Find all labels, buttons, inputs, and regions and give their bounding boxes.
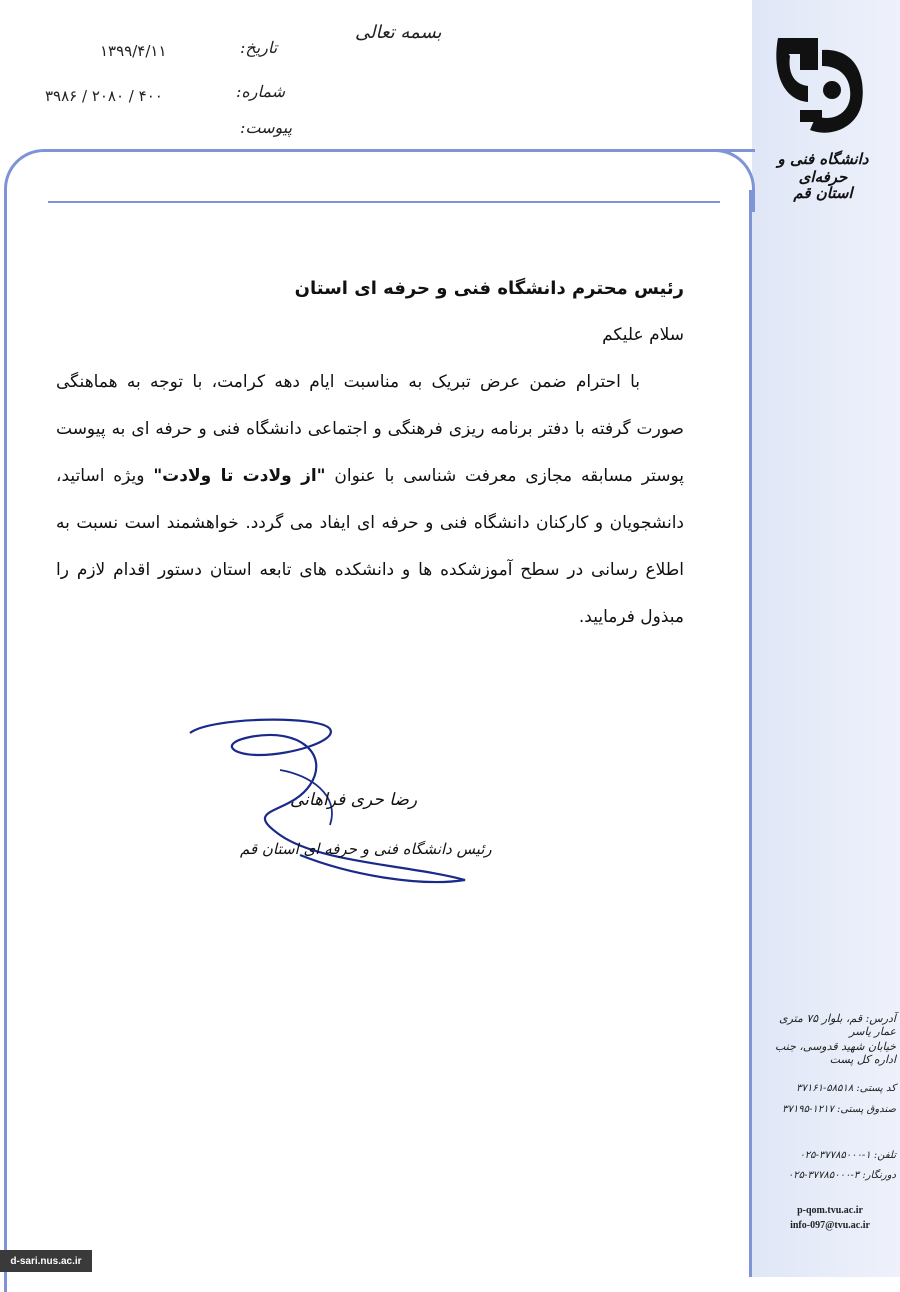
letter-salutation: سلام علیکم (602, 325, 684, 345)
bismillah-heading: بسمه تعالی (355, 22, 442, 43)
attachment-label: پیوست: (240, 118, 293, 137)
number-label: شماره: (236, 82, 286, 101)
signatory-title: رئیس دانشگاه فنی و حرفه ای استان قم (240, 840, 492, 858)
contact-address-line1: آدرس: قم، بلوار ۷۵ متری عمار یاسر (779, 1012, 896, 1038)
logo-caption-university: دانشگاه فنی و حرفه‌ای (777, 150, 869, 186)
contact-email-link[interactable]: info-097@tvu.ac.ir (790, 1220, 870, 1231)
header-divider-line (48, 201, 720, 203)
contact-po-box: صندوق پستی: ۱۲۱۷-۳۷۱۹۵ (782, 1104, 896, 1115)
contact-website-link[interactable]: p-qom.tvu.ac.ir (797, 1205, 863, 1216)
source-watermark: d-sari.nus.ac.ir (0, 1250, 92, 1272)
date-value: ۱۳۹۹/۴/۱۱ (100, 42, 167, 60)
contact-fax: دورنگار: ۳-۳۷۷۸۵۰۰۰-۰۲۵ (787, 1170, 896, 1181)
university-logo-icon (770, 30, 870, 145)
contact-phone: تلفن: ۱-۳۷۷۸۵۰۰۰-۰۲۵ (799, 1150, 896, 1161)
signature-scribble-icon (180, 715, 480, 905)
contact-address-line2: خیابان شهید قدوسی، جنب اداره کل پست (774, 1040, 896, 1066)
contact-postal-code: کد پستی: ۵۸۵۱۸-۳۷۱۶۱ (796, 1083, 896, 1094)
letter-addressee: رئیس محترم دانشگاه فنی و حرفه ای استان (294, 278, 684, 299)
number-value: ۳۹۸۶ / ۲۰۸۰ / ۴۰۰ (45, 87, 163, 105)
letter-frame-right-border (749, 190, 752, 1277)
letter-body-part1: با احترام ضمن عرض تبریک به مناسبت ایام دهه کرامت، با توجه به هماهنگی صورت گرفته با دفتر برنامه ریزی فرهنگی و اجتماعی دانشگاه فنی و حرفه ای به پیوست پوستر مسابقه مجازی معرفت شناسی با عنوان (56, 372, 684, 486)
logo-caption-province: استان قم (793, 184, 853, 202)
competition-title: "از ولادت تا ولادت" (153, 466, 326, 486)
date-label: تاریخ: (240, 38, 278, 57)
letter-paragraph (56, 359, 684, 641)
letter-body (56, 265, 684, 641)
signatory-name: رضا حری فراهانی (290, 790, 418, 810)
letter-body-part2: ویژه اساتید، دانشجویان و کارکنان دانشگاه فنی و حرفه ای ایفاد می گردد. خواهشمند است نسبت به اطلاع رسانی در سطح آموزشکده ها و دانشکده های تابعه استان دستور اقدام لازم را مبذول فرمایید. (56, 466, 684, 627)
